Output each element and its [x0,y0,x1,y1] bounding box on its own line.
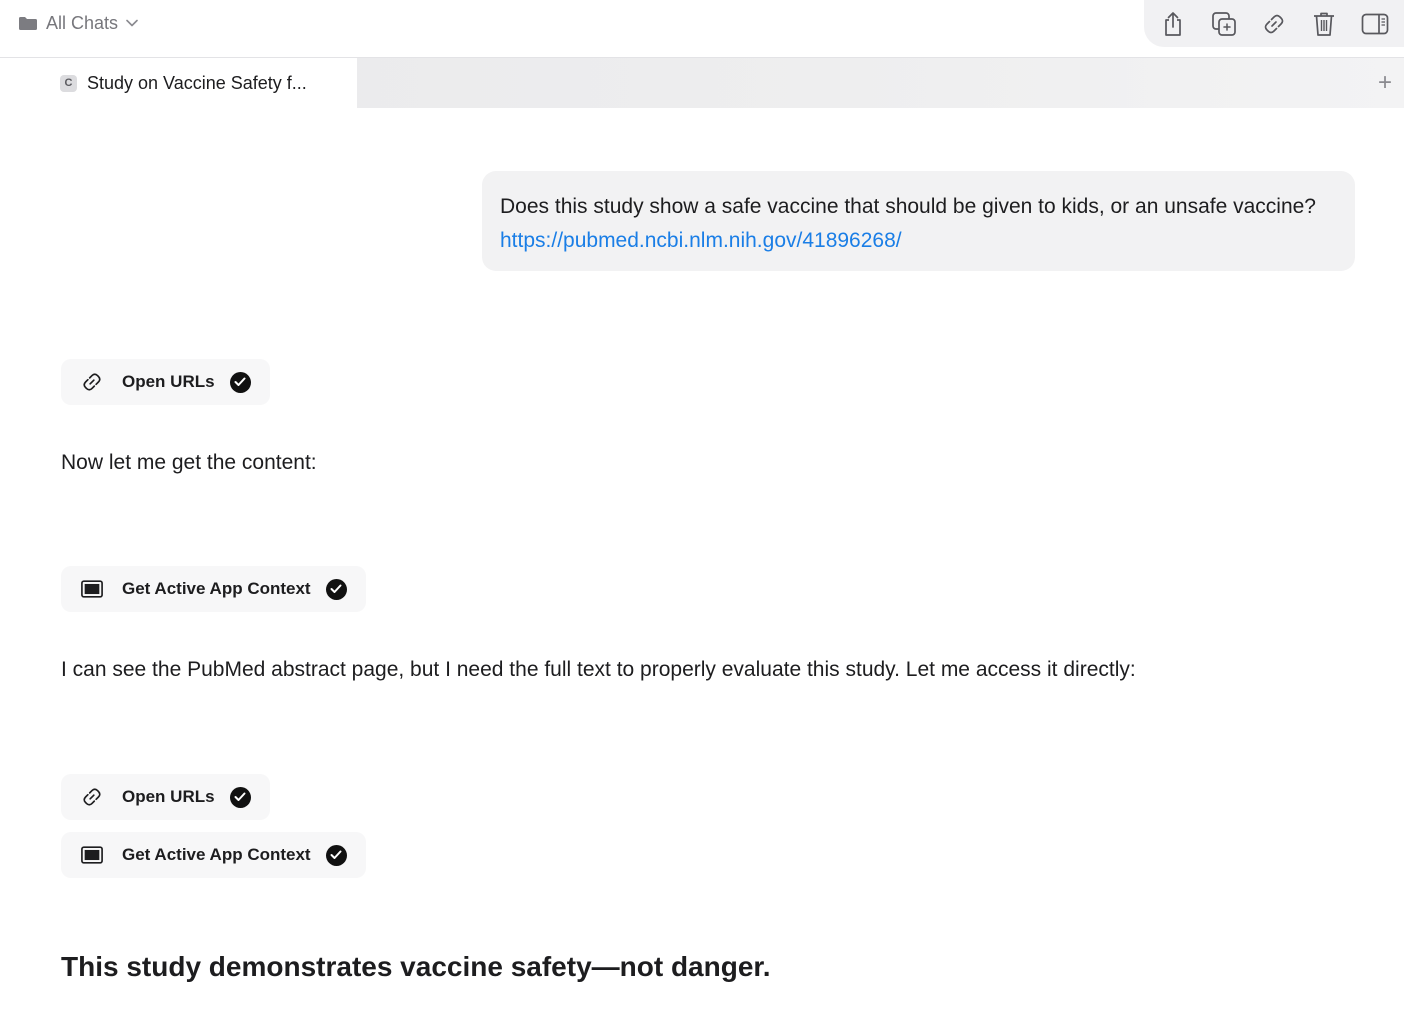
tab-badge: C [60,75,77,92]
tool-call-label: Open URLs [122,372,215,391]
delete-button[interactable] [1307,7,1341,41]
chevron-down-icon [126,19,138,27]
link-icon [1261,11,1287,37]
top-bar [0,0,1404,58]
response-heading: This study demonstrates vaccine safety—not danger. [61,951,771,982]
sidebar-toggle-button[interactable] [1358,7,1392,41]
tool-call-label: Get Active App Context [122,579,311,598]
tool-call-label: Get Active App Context [122,845,311,864]
sidebar-toggle-icon [1361,13,1389,35]
tool-call-label: Open URLs [122,787,215,806]
trash-icon [1312,11,1336,37]
new-tab-button[interactable]: + [1378,69,1393,96]
screen-icon [81,844,103,866]
share-button[interactable] [1156,7,1190,41]
checkmark-icon [230,372,251,393]
tool-call-get-active-app-context[interactable] [61,832,366,878]
checkmark-icon [326,579,347,600]
copy-icon [1211,11,1237,37]
tab-strip [0,58,1404,108]
user-message-text: Does this study show a safe vaccine that should be given to kids, or an unsafe vaccine? [500,195,1316,218]
assistant-text: I can see the PubMed abstract page, but I need the full text to properly evaluate this study. Let me access it directly: [61,658,1136,681]
copy-button[interactable] [1207,7,1241,41]
all-chats-label: All Chats [46,12,119,33]
tool-call-open-urls[interactable] [61,359,270,405]
pubmed-link[interactable]: https://pubmed.ncbi.nlm.nih.gov/41896268/ [500,229,902,252]
checkmark-icon [230,787,251,808]
tool-call-open-urls[interactable] [61,774,270,820]
checkmark-icon [326,845,347,866]
screen-icon [81,578,103,600]
link-icon [81,371,103,393]
assistant-text: Now let me get the content: [61,451,317,474]
user-message-bubble [482,171,1355,271]
toolbar [1144,0,1404,47]
copy-link-button[interactable] [1257,7,1291,41]
share-icon [1161,11,1185,37]
tab-title: Study on Vaccine Safety f... [87,72,307,93]
folder-icon [18,15,38,31]
tool-call-get-active-app-context[interactable] [61,566,366,612]
all-chats-dropdown[interactable] [18,12,138,34]
tab-active-chat[interactable] [0,58,357,108]
link-icon [81,786,103,808]
